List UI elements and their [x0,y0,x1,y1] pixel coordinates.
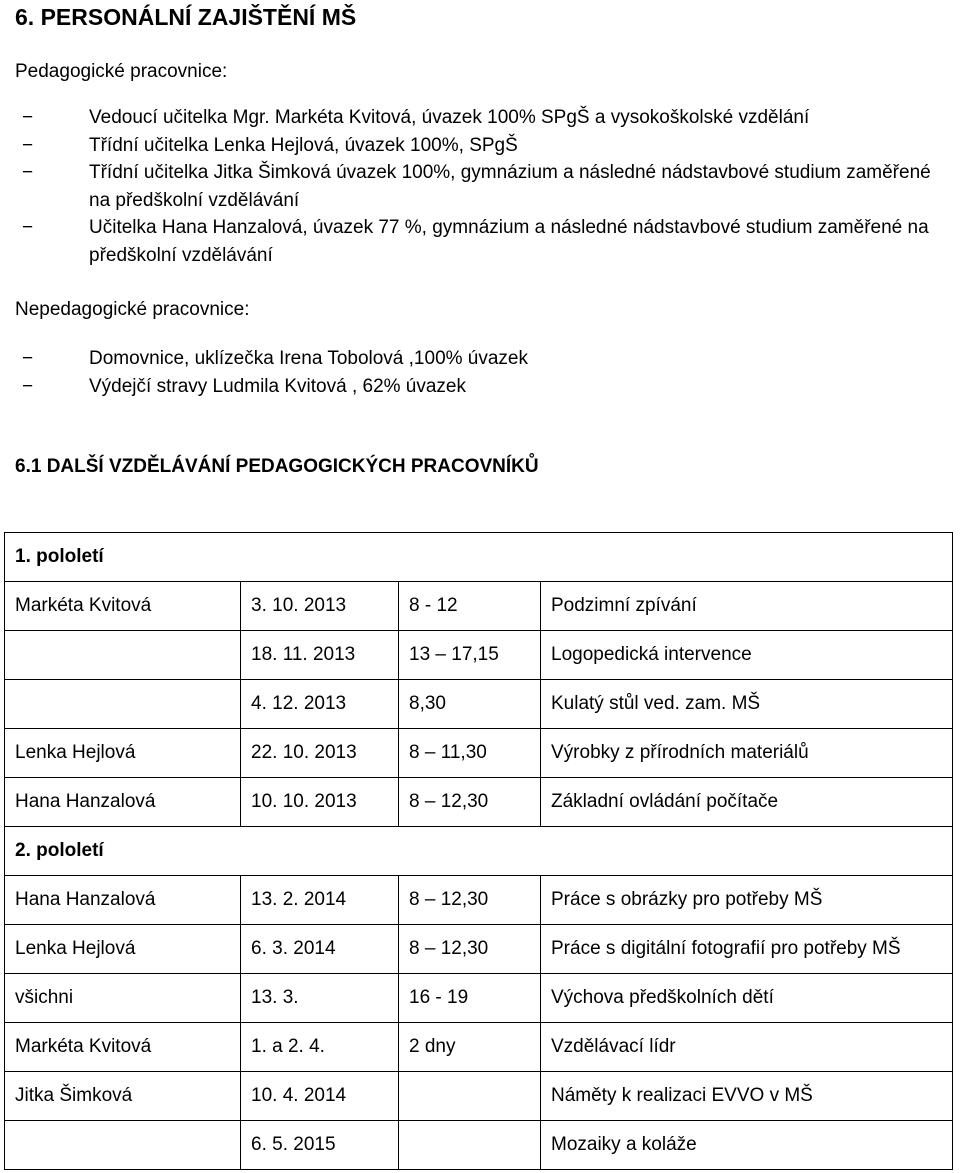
cell-topic: Vzdělávací lídr [541,1023,953,1072]
education-table [4,532,953,1170]
cell-topic: Základní ovládání počítače [541,778,953,827]
cell-date: 22. 10. 2013 [241,729,399,778]
cell-name [5,631,241,680]
cell-name: Markéta Kvitová [5,1023,241,1072]
cell-topic: Podzimní zpívání [541,582,953,631]
cell-time: 16 - 19 [399,974,541,1023]
cell-topic: Výrobky z přírodních materiálů [541,729,953,778]
cell-name: všichni [5,974,241,1023]
cell-date: 4. 12. 2013 [241,680,399,729]
cell-topic: Logopedická intervence [541,631,953,680]
table-row [5,925,953,974]
cell-date: 6. 3. 2014 [241,925,399,974]
list-item: − Domovnice, uklízečka Irena Tobolová ,100% úvazek [0,345,960,373]
cell-name: Markéta Kvitová [5,582,241,631]
table-row [5,876,953,925]
list-item: − Vedoucí učitelka Mgr. Markéta Kvitová, úvazek 100% SPgŠ a vysokoškolské vzdělání [0,104,960,132]
cell-time: 2 dny [399,1023,541,1072]
cell-date: 13. 3. [241,974,399,1023]
list-item: − Třídní učitelka Lenka Hejlová, úvazek 100%, SPgŠ [0,132,960,160]
section-title: 6. PERSONÁLNÍ ZAJIŠTĚNÍ MŠ [15,4,357,30]
pedagogical-label: Pedagogické pracovnice: [15,61,228,82]
table-row [5,1121,953,1170]
cell-topic: Náměty k realizaci EVVO v MŠ [541,1072,953,1121]
non-pedagogical-list [0,345,960,400]
cell-date: 18. 11. 2013 [241,631,399,680]
list-item: − Třídní učitelka Jitka Šimková úvazek 100%, gymnázium a následné nádstavbové studium zaměřené na předškolní vzdělávání [0,159,960,214]
cell-topic: Výchova předškolních dětí [541,974,953,1023]
cell-name: Jitka Šimková [5,1072,241,1121]
cell-name: Hana Hanzalová [5,876,241,925]
table-row [5,680,953,729]
cell-date: 10. 4. 2014 [241,1072,399,1121]
cell-name [5,680,241,729]
cell-date: 3. 10. 2013 [241,582,399,631]
cell-name: Hana Hanzalová [5,778,241,827]
cell-date: 1. a 2. 4. [241,1023,399,1072]
semester-heading: 1. pololetí [5,533,953,582]
cell-time [399,1072,541,1121]
table-row [5,1072,953,1121]
cell-topic: Mozaiky a koláže [541,1121,953,1170]
cell-topic: Práce s digitální fotografií pro potřeby MŠ [541,925,953,974]
cell-time: 8 – 12,30 [399,876,541,925]
cell-date: 10. 10. 2013 [241,778,399,827]
list-item: − Výdejčí stravy Ludmila Kvitová , 62% úvazek [0,373,960,401]
cell-time: 8 - 12 [399,582,541,631]
table-row [5,631,953,680]
semester-row [5,827,953,876]
cell-name: Lenka Hejlová [5,925,241,974]
table-row [5,974,953,1023]
cell-topic: Práce s obrázky pro potřeby MŠ [541,876,953,925]
semester-heading: 2. pololetí [5,827,953,876]
non-pedagogical-label: Nepedagogické pracovnice: [15,299,250,320]
table-row [5,582,953,631]
cell-time: 8 – 12,30 [399,778,541,827]
cell-topic: Kulatý stůl ved. zam. MŠ [541,680,953,729]
cell-name: Lenka Hejlová [5,729,241,778]
cell-time: 8,30 [399,680,541,729]
table-row [5,729,953,778]
cell-time: 8 – 12,30 [399,925,541,974]
cell-name [5,1121,241,1170]
table-row [5,1023,953,1072]
table-row [5,778,953,827]
cell-time [399,1121,541,1170]
semester-row [5,533,953,582]
cell-time: 8 – 11,30 [399,729,541,778]
pedagogical-list [0,104,960,269]
cell-date: 13. 2. 2014 [241,876,399,925]
subsection-title: 6.1 DALŠÍ VZDĚLÁVÁNÍ PEDAGOGICKÝCH PRACOVNÍKŮ [15,456,539,477]
cell-time: 13 – 17,15 [399,631,541,680]
cell-date: 6. 5. 2015 [241,1121,399,1170]
list-item: − Učitelka Hana Hanzalová, úvazek 77 %, gymnázium a následné nádstavbové studium zaměřené na předškolní vzdělávání [0,214,960,269]
